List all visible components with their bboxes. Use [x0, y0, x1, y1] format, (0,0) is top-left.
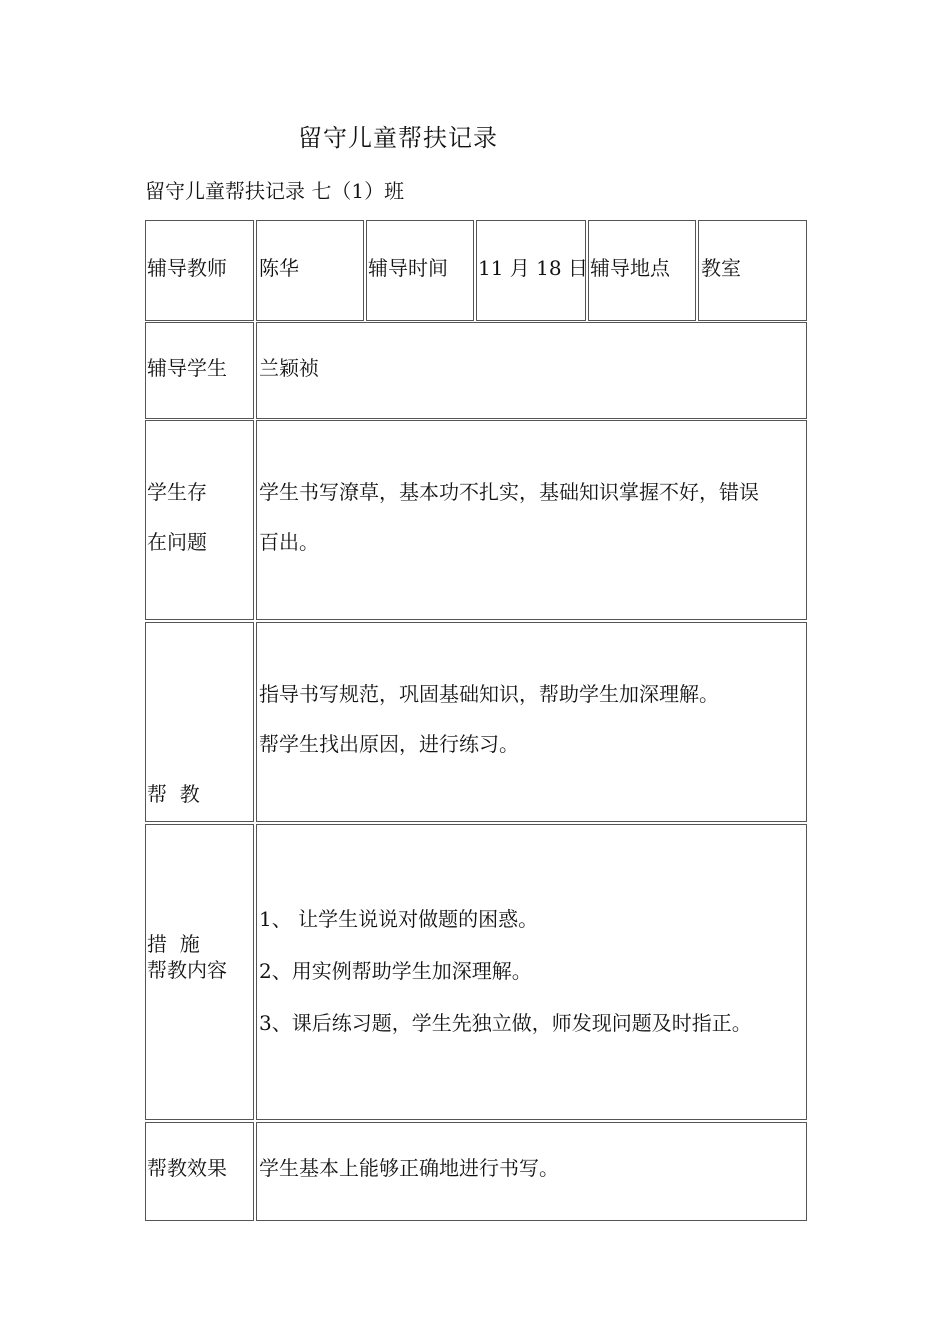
student-label-cell: [145, 322, 254, 419]
teacher-label: 辅导教师: [147, 256, 227, 280]
problem-text-line-2: 百出。: [259, 530, 319, 554]
time-value-cell: [476, 220, 586, 321]
effect-label-cell: [145, 1122, 254, 1221]
content-line-3: 3、课后练习题，学生先独立做，师发现问题及时指正。: [259, 1011, 752, 1035]
effect-label: 帮教效果: [147, 1156, 227, 1180]
teacher-label-cell: [145, 220, 254, 321]
time-value: 11 月 18 日: [478, 256, 588, 280]
place-label: 辅导地点: [590, 256, 670, 280]
content-label: 帮教内容: [147, 958, 227, 982]
problem-text-cell: [256, 420, 807, 620]
student-label: 辅导学生: [147, 356, 227, 380]
teacher-value: 陈华: [259, 256, 299, 280]
measures-text-line-1: 指导书写规范，巩固基础知识，帮助学生加深理解。: [259, 682, 719, 706]
time-label-cell: [366, 220, 474, 321]
effect-text: 学生基本上能够正确地进行书写。: [259, 1156, 559, 1180]
content-text-cell: [256, 824, 807, 1120]
problem-label-line-1: 学生存: [147, 480, 207, 504]
document-title: 留守儿童帮扶记录: [298, 124, 498, 152]
student-value: 兰颖祯: [259, 356, 319, 380]
document-subtitle: 留守儿童帮扶记录 七（1）班: [145, 179, 405, 203]
place-label-cell: [588, 220, 696, 321]
time-label: 辅导时间: [368, 256, 448, 280]
teacher-value-cell: [256, 220, 364, 321]
problem-label-cell: [145, 420, 254, 620]
content-label-cell: [145, 824, 254, 1120]
measures-label-cell: [145, 622, 254, 956]
content-line-1: 1、 让学生说说对做题的困惑。: [259, 907, 539, 931]
effect-text-cell: [256, 1122, 807, 1221]
measures-label-line-1: 帮 教: [147, 782, 200, 806]
student-value-cell: [256, 322, 807, 419]
measures-label-line-2: 措 施: [147, 932, 200, 956]
problem-label-line-2: 在问题: [147, 530, 207, 554]
measures-text-cell: [256, 622, 807, 822]
problem-text-line-1: 学生书写潦草，基本功不扎实，基础知识掌握不好，错误: [259, 480, 759, 504]
place-value: 教室: [701, 256, 741, 280]
content-line-2: 2、用实例帮助学生加深理解。: [259, 959, 532, 983]
place-value-cell: [698, 220, 807, 321]
measures-text-line-2: 帮学生找出原因，进行练习。: [259, 732, 519, 756]
